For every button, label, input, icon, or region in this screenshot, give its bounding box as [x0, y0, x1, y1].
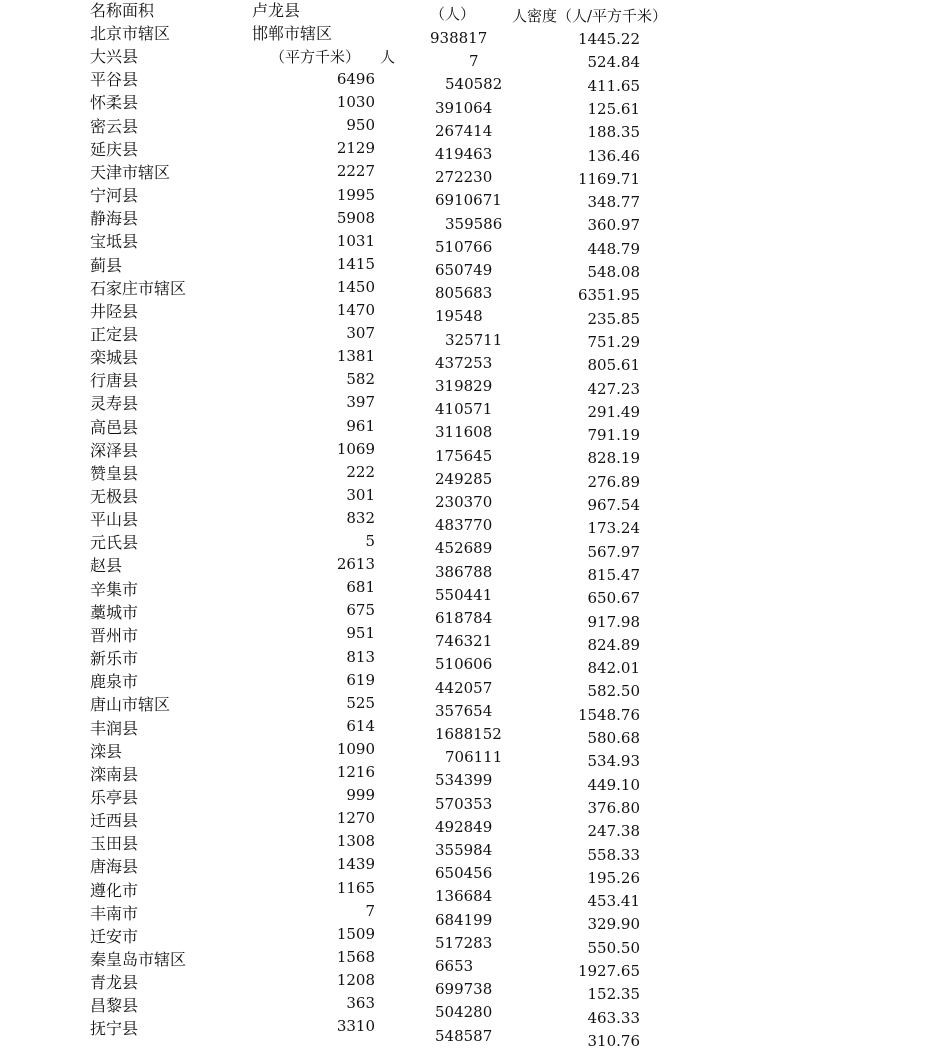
row-population: 746321 [435, 632, 493, 650]
row-population: 272230 [435, 168, 493, 186]
row-name: 唐海县 [90, 857, 139, 876]
row-population: 504280 [435, 1003, 493, 1021]
row-population: 510766 [435, 238, 493, 256]
row-density: 188.35 [587, 123, 640, 141]
row-density: 125.61 [587, 100, 640, 118]
row-density: 152.35 [587, 985, 640, 1003]
row-area: 1568 [336, 948, 375, 966]
row-area: 1995 [336, 186, 375, 204]
row-name: 灵寿县 [90, 394, 139, 413]
row-name: 蓟县 [90, 256, 123, 275]
row-population: 325711 [445, 331, 503, 349]
row-population: 230370 [435, 493, 493, 511]
row-name: 怀柔县 [90, 93, 139, 112]
row-area: 6496 [336, 70, 375, 88]
row-area: 950 [346, 116, 375, 134]
row-area: 675 [346, 601, 375, 619]
row-density: 329.90 [587, 915, 640, 933]
row-population: 6653 [435, 957, 474, 975]
row-density: 411.65 [587, 77, 640, 95]
row-population: 492849 [435, 818, 493, 836]
row-population: 550441 [435, 586, 493, 604]
row-name: 丰润县 [90, 719, 139, 738]
row-name: 辛集市 [90, 580, 139, 599]
row-population: 391064 [435, 99, 493, 117]
row-density: 195.26 [587, 869, 640, 887]
row-population: 650456 [435, 864, 493, 882]
row-name: 赵县 [90, 556, 123, 575]
row-density: 580.68 [587, 729, 640, 747]
row-density: 376.80 [587, 799, 640, 817]
row-density: 824.89 [587, 636, 640, 654]
row-area: 5 [365, 532, 375, 550]
row-density: 291.49 [587, 403, 640, 421]
row-area: 999 [346, 786, 375, 804]
row-name: 宝坻县 [90, 232, 139, 251]
row-name: 晋州市 [90, 626, 139, 645]
row-area: 1208 [336, 971, 375, 989]
row-density: 1445.22 [577, 30, 640, 48]
row-density: 247.38 [587, 822, 640, 840]
row-name: 静海县 [90, 209, 139, 228]
row-area: 2227 [336, 162, 375, 180]
row-area: 301 [346, 486, 375, 504]
row-population: 359586 [445, 215, 503, 233]
row-name: 深泽县 [90, 441, 139, 460]
row-name: 唐山市辖区 [90, 695, 171, 714]
row-density: 1927.65 [577, 962, 640, 980]
row-population: 311608 [435, 423, 493, 441]
header-people-unit: （人） [430, 5, 476, 23]
row-area: 1069 [336, 440, 375, 458]
row-population: 136684 [435, 887, 493, 905]
row-name: 宁河县 [90, 186, 139, 205]
row-area: 619 [346, 671, 375, 689]
row-name: 高邑县 [90, 418, 139, 437]
row-density: 1548.76 [577, 706, 640, 724]
row-name: 元氏县 [90, 533, 139, 552]
row-population: 510606 [435, 655, 493, 673]
row-area: 1450 [336, 278, 375, 296]
row-area: 1031 [336, 232, 375, 250]
row-density: 815.47 [587, 566, 640, 584]
row-name: 滦县 [90, 742, 123, 761]
row-density: 534.93 [587, 752, 640, 770]
row-density: 360.97 [587, 216, 640, 234]
row-name: 昌黎县 [90, 996, 139, 1015]
row-name: 延庆县 [90, 140, 139, 159]
row-area: 681 [346, 578, 375, 596]
row-area: 1439 [336, 855, 375, 873]
row-name: 遵化市 [90, 881, 139, 900]
row-name: 赞皇县 [90, 464, 139, 483]
row-density: 805.61 [587, 356, 640, 374]
row-population: 319829 [435, 377, 493, 395]
row-area: 1308 [336, 832, 375, 850]
row-name: 井陉县 [90, 302, 139, 321]
row-area: 614 [346, 717, 375, 735]
row-area: 1165 [336, 879, 375, 897]
row-name: 石家庄市辖区 [90, 279, 187, 298]
row-area: 1415 [336, 255, 375, 273]
row-population: 540582 [445, 75, 503, 93]
row-density: 348.77 [587, 193, 640, 211]
row-density: 1169.71 [577, 170, 640, 188]
row-name: 密云县 [90, 117, 139, 136]
row-name: 乐亭县 [90, 788, 139, 807]
row-density: 751.29 [587, 333, 640, 351]
row-population: 410571 [435, 400, 493, 418]
row-area: 1090 [336, 740, 375, 758]
row-name: 正定县 [90, 325, 139, 344]
row-population: 618784 [435, 609, 493, 627]
header-people: 人 [380, 48, 396, 66]
row-name: 平谷县 [90, 70, 139, 89]
row-density: 828.19 [587, 449, 640, 467]
row-name: 栾城县 [90, 348, 139, 367]
row-name: 北京市辖区 [90, 24, 171, 43]
row-population: 386788 [435, 563, 493, 581]
row-area: 1470 [336, 301, 375, 319]
row-area: 222 [346, 463, 375, 481]
header-area-unit: （平方千米） [270, 48, 361, 66]
row-density: 567.97 [587, 543, 640, 561]
row-area: 2129 [336, 139, 375, 157]
row-density: 448.79 [587, 240, 640, 258]
row-name: 新乐市 [90, 649, 139, 668]
row-density: 235.85 [587, 310, 640, 328]
row-area: 951 [346, 624, 375, 642]
header-density: 人密度（人/平方千米） [512, 7, 668, 25]
row-area: 961 [346, 417, 375, 435]
row-population: 805683 [435, 284, 493, 302]
row-area: 832 [346, 509, 375, 527]
row-area: 397 [346, 393, 375, 411]
row-density: 582.50 [587, 682, 640, 700]
row-population: 19548 [435, 307, 483, 325]
row-name: 丰南市 [90, 904, 139, 923]
row-name: 青龙县 [90, 973, 139, 992]
row-area: 363 [346, 994, 375, 1012]
row-area: 1270 [336, 809, 375, 827]
row-population: 267414 [435, 122, 493, 140]
row-density: 449.10 [587, 776, 640, 794]
row-population: 249285 [435, 470, 493, 488]
row-name: 鹿泉市 [90, 672, 139, 691]
row-population: 706111 [445, 748, 503, 766]
row-density: 173.24 [587, 519, 640, 537]
row-population: 175645 [435, 447, 493, 465]
row-name: 无极县 [90, 487, 139, 506]
row-density: 558.33 [587, 846, 640, 864]
row-area: 525 [346, 694, 375, 712]
row-area: 813 [346, 648, 375, 666]
row-density: 524.84 [587, 53, 640, 71]
row-population: 6910671 [435, 191, 502, 209]
row-population: 452689 [435, 539, 493, 557]
row-population: 517283 [435, 934, 493, 952]
row-area: 3310 [336, 1017, 375, 1035]
row-density: 6351.95 [577, 286, 640, 304]
row-area: 5908 [336, 209, 375, 227]
row-density: 791.19 [587, 426, 640, 444]
row-density: 967.54 [587, 496, 640, 514]
row-population: 699738 [435, 980, 493, 998]
row-population: 355984 [435, 841, 493, 859]
row-density: 427.23 [587, 380, 640, 398]
row-density: 650.67 [587, 589, 640, 607]
row-area: 1216 [336, 763, 375, 781]
row-population: 357654 [435, 702, 493, 720]
row-population: 7 [469, 52, 479, 70]
row-population: 650749 [435, 261, 493, 279]
row-density: 548.08 [587, 263, 640, 281]
row-density: 463.33 [587, 1009, 640, 1027]
row-name: 抚宁县 [90, 1019, 139, 1038]
header-lulong: 卢龙县 [252, 1, 301, 20]
row-area: 7 [365, 902, 375, 920]
row-name: 迁西县 [90, 811, 139, 830]
row-area: 1509 [336, 925, 375, 943]
row-name: 迁安市 [90, 927, 139, 946]
row-name: 天津市辖区 [90, 163, 171, 182]
row-population: 1688152 [435, 725, 502, 743]
header-handan: 邯郸市辖区 [252, 24, 333, 43]
row-population: 548587 [435, 1027, 493, 1045]
row-population: 570353 [435, 795, 493, 813]
row-area: 307 [346, 324, 375, 342]
row-name: 平山县 [90, 510, 139, 529]
row-density: 842.01 [587, 659, 640, 677]
row-population: 419463 [435, 145, 493, 163]
row-population: 938817 [430, 29, 488, 47]
row-density: 310.76 [587, 1032, 640, 1050]
row-population: 442057 [435, 679, 493, 697]
row-name: 藁城市 [90, 603, 139, 622]
header-name-area: 名称面积 [90, 1, 155, 20]
row-area: 1030 [336, 93, 375, 111]
row-population: 483770 [435, 516, 493, 534]
row-name: 行唐县 [90, 371, 139, 390]
row-name: 滦南县 [90, 765, 139, 784]
row-population: 437253 [435, 354, 493, 372]
row-density: 917.98 [587, 613, 640, 631]
row-name: 秦皇岛市辖区 [90, 950, 187, 969]
row-name: 大兴县 [90, 47, 139, 66]
row-name: 玉田县 [90, 834, 139, 853]
row-density: 136.46 [587, 147, 640, 165]
row-area: 582 [346, 370, 375, 388]
row-area: 1381 [336, 347, 375, 365]
row-area: 2613 [336, 555, 375, 573]
row-density: 550.50 [587, 939, 640, 957]
row-density: 453.41 [587, 892, 640, 910]
row-population: 534399 [435, 771, 493, 789]
row-population: 684199 [435, 911, 493, 929]
row-density: 276.89 [587, 473, 640, 491]
